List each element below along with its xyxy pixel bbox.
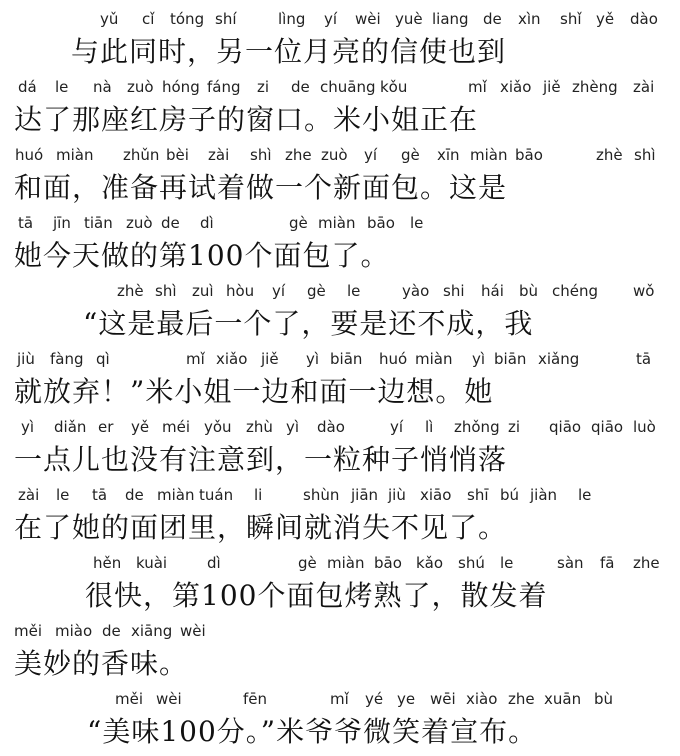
pinyin-syllable: shì (155, 282, 177, 300)
pinyin-syllable: zuì (192, 282, 214, 300)
pinyin-syllable: bāo (367, 214, 395, 232)
pinyin-syllable: diǎn (54, 418, 87, 436)
pinyin-syllable: xiǎo (500, 78, 532, 96)
hanzi-text: 她今天做的第100个面包了。 (14, 239, 390, 272)
pinyin-syllable: yě (131, 418, 150, 436)
pinyin-syllable: jiàn (530, 486, 558, 504)
pinyin-syllable: wǒ (633, 282, 655, 300)
pinyin-syllable: biān (494, 350, 527, 368)
text-line-3 (0, 144, 680, 212)
pinyin-syllable: zi (257, 78, 270, 96)
pinyin-syllable: měi (14, 622, 43, 640)
pinyin-syllable: zi (508, 418, 521, 436)
pinyin-syllable: yǔ (100, 10, 119, 28)
pinyin-syllable: shī (467, 486, 489, 504)
pinyin-syllable: bù (594, 690, 614, 708)
pinyin-syllable: jiě (261, 350, 279, 368)
pinyin-syllable: xīn (437, 146, 460, 164)
pinyin-syllable: le (56, 486, 70, 504)
pinyin-syllable: zhù (246, 418, 273, 436)
pinyin-syllable: shú (458, 554, 485, 572)
pinyin-syllable: shí (215, 10, 237, 28)
pinyin-syllable: yí (390, 418, 404, 436)
pinyin-syllable: mǐ (468, 78, 487, 96)
pinyin-syllable: wèi (156, 690, 182, 708)
pinyin-syllable: xiào (466, 690, 498, 708)
pinyin-syllable: miàn (56, 146, 94, 164)
pinyin-syllable: hěn (93, 554, 122, 572)
pinyin-syllable: tā (636, 350, 652, 368)
pinyin-syllable: zhǒng (454, 418, 500, 436)
pinyin-syllable: jiù (17, 350, 35, 368)
text-line-4 (0, 212, 680, 280)
pinyin-syllable: le (347, 282, 361, 300)
pinyin-syllable: fā (600, 554, 615, 572)
pinyin-syllable: bèi (166, 146, 189, 164)
pinyin-syllable: xiǎo (216, 350, 248, 368)
pinyin-syllable: miàn (470, 146, 508, 164)
pinyin-syllable: le (500, 554, 514, 572)
pinyin-syllable: miàn (157, 486, 195, 504)
pinyin-syllable: gè (307, 282, 326, 300)
pinyin-syllable: xiǎng (538, 350, 580, 368)
hanzi-text: 一点儿也没有注意到，一粒种子悄悄落 (14, 443, 508, 476)
pinyin-syllable: cǐ (142, 10, 155, 28)
pinyin-syllable: zuò (127, 78, 154, 96)
pinyin-syllable: wēi (430, 690, 456, 708)
pinyin-syllable: de (483, 10, 502, 28)
pinyin-syllable: tóng (170, 10, 205, 28)
pinyin-syllable: gè (401, 146, 420, 164)
pinyin-syllable: zuò (126, 214, 153, 232)
text-line-10 (0, 620, 680, 688)
pinyin-syllable: dào (630, 10, 658, 28)
pinyin-syllable: yǒu (204, 418, 232, 436)
pinyin-syllable: miào (55, 622, 93, 640)
pinyin-syllable: jiě (543, 78, 561, 96)
text-line-11 (0, 688, 680, 756)
hanzi-text: 与此同时，另一位月亮的信使也到 (42, 35, 507, 68)
text-line-7 (0, 416, 680, 484)
pinyin-syllable: huó (379, 350, 408, 368)
pinyin-syllable: gè (289, 214, 308, 232)
text-line-2 (0, 76, 680, 144)
pinyin-syllable: hóng (162, 78, 200, 96)
pinyin-syllable: dì (207, 554, 221, 572)
pinyin-syllable: qiāo (549, 418, 582, 436)
pinyin-syllable: qì (96, 350, 110, 368)
hanzi-text: 很快，第100个面包烤熟了，散发着 (56, 579, 548, 612)
pinyin-syllable: er (98, 418, 114, 436)
hanzi-text: 和面，准备再试着做一个新面包。这是 (14, 171, 508, 204)
pinyin-syllable: dì (200, 214, 214, 232)
pinyin-syllable: jiān (351, 486, 379, 504)
pinyin-syllable: fēn (243, 690, 268, 708)
pinyin-syllable: yì (286, 418, 300, 436)
pinyin-syllable: miàn (327, 554, 365, 572)
text-line-9 (0, 552, 680, 620)
hanzi-text: “这是最后一个了，要是还不成，我 (54, 307, 534, 340)
pinyin-syllable: le (578, 486, 592, 504)
pinyin-syllable: li (254, 486, 263, 504)
pinyin-syllable: yě (596, 10, 615, 28)
pinyin-syllable: shì (634, 146, 656, 164)
pinyin-syllable: shǐ (560, 10, 582, 28)
pinyin-syllable: chéng (552, 282, 599, 300)
pinyin-syllable: wèi (355, 10, 381, 28)
pinyin-syllable: miàn (415, 350, 453, 368)
pinyin-syllable: yí (364, 146, 378, 164)
pinyin-syllable: méi (162, 418, 191, 436)
pinyin-syllable: zuò (321, 146, 348, 164)
hanzi-text: 在了她的面团里，瞬间就消失不见了。 (14, 511, 508, 544)
pinyin-syllable: shì (250, 146, 272, 164)
pinyin-syllable: bù (519, 282, 539, 300)
pinyin-syllable: le (55, 78, 69, 96)
pinyin-syllable: de (291, 78, 310, 96)
pinyin-syllable: le (410, 214, 424, 232)
pinyin-syllable: chuāng (320, 78, 376, 96)
pinyin-syllable: kǎo (416, 554, 444, 572)
pinyin-syllable: zhèng (572, 78, 618, 96)
pinyin-syllable: zài (633, 78, 655, 96)
pinyin-syllable: yí (324, 10, 338, 28)
pinyin-syllable: mǐ (330, 690, 349, 708)
pinyin-syllable: tuán (199, 486, 234, 504)
text-line-1 (0, 8, 680, 76)
pinyin-syllable: hòu (226, 282, 255, 300)
hanzi-text: 就放弃！”米小姐一边和面一边想。她 (14, 375, 494, 408)
pinyin-syllable: bú (500, 486, 520, 504)
pinyin-syllable: zài (18, 486, 40, 504)
hanzi-text: 美妙的香味。 (14, 647, 189, 680)
pinyin-syllable: kǒu (380, 78, 408, 96)
pinyin-syllable: tiān (84, 214, 113, 232)
pinyin-syllable: wèi (180, 622, 206, 640)
pinyin-syllable: bāo (515, 146, 543, 164)
pinyin-syllable: yuè (395, 10, 423, 28)
pinyin-syllable: nà (93, 78, 112, 96)
pinyin-syllable: huó (15, 146, 44, 164)
pinyin-syllable: zhè (117, 282, 144, 300)
pinyin-syllable: lì (425, 418, 434, 436)
text-line-6 (0, 348, 680, 416)
pinyin-syllable: zhè (596, 146, 623, 164)
pinyin-syllable: xuān (544, 690, 582, 708)
pinyin-syllable: jīn (53, 214, 71, 232)
pinyin-syllable: luò (633, 418, 656, 436)
pinyin-syllable: měi (115, 690, 144, 708)
pinyin-syllable: yí (272, 282, 286, 300)
pinyin-syllable: sàn (557, 554, 584, 572)
pinyin-syllable: lìng (278, 10, 306, 28)
pinyin-syllable: tā (92, 486, 108, 504)
pinyin-syllable: miàn (318, 214, 356, 232)
pinyin-syllable: zhe (633, 554, 660, 572)
pinyin-syllable: hái (481, 282, 504, 300)
pinyin-syllable: fàng (50, 350, 84, 368)
pinyin-syllable: de (161, 214, 180, 232)
pinyin-syllable: shi (443, 282, 465, 300)
pinyin-syllable: xiāo (420, 486, 452, 504)
pinyin-syllable: yì (21, 418, 35, 436)
pinyin-syllable: shùn (303, 486, 340, 504)
pinyin-syllable: tā (18, 214, 34, 232)
pinyin-syllable: de (125, 486, 144, 504)
pinyin-syllable: xìn (518, 10, 541, 28)
pinyin-syllable: ye (397, 690, 416, 708)
pinyin-syllable: jiù (388, 486, 406, 504)
pinyin-syllable: xiāng (131, 622, 173, 640)
pinyin-syllable: fáng (207, 78, 241, 96)
pinyin-syllable: zhe (508, 690, 535, 708)
pinyin-syllable: liang (432, 10, 469, 28)
pinyin-syllable: yì (472, 350, 486, 368)
pinyin-syllable: dá (18, 78, 37, 96)
pinyin-syllable: zhe (285, 146, 312, 164)
text-line-8 (0, 484, 680, 552)
pinyin-syllable: yé (365, 690, 384, 708)
hanzi-text: “美味100分。”米爷爷微笑着宣布。 (58, 715, 538, 748)
pinyin-syllable: biān (330, 350, 363, 368)
hanzi-text: 达了那座红房子的窗口。米小姐正在 (14, 103, 479, 136)
pinyin-syllable: zhǔn (123, 146, 160, 164)
pinyin-syllable: qiāo (591, 418, 624, 436)
pinyin-syllable: de (102, 622, 121, 640)
pinyin-syllable: yì (306, 350, 320, 368)
pinyin-syllable: gè (298, 554, 317, 572)
pinyin-syllable: bāo (374, 554, 402, 572)
pinyin-syllable: kuài (136, 554, 168, 572)
pinyin-syllable: mǐ (186, 350, 205, 368)
text-line-5 (0, 280, 680, 348)
pinyin-syllable: yào (402, 282, 430, 300)
pinyin-syllable: zài (208, 146, 230, 164)
pinyin-syllable: dào (317, 418, 345, 436)
